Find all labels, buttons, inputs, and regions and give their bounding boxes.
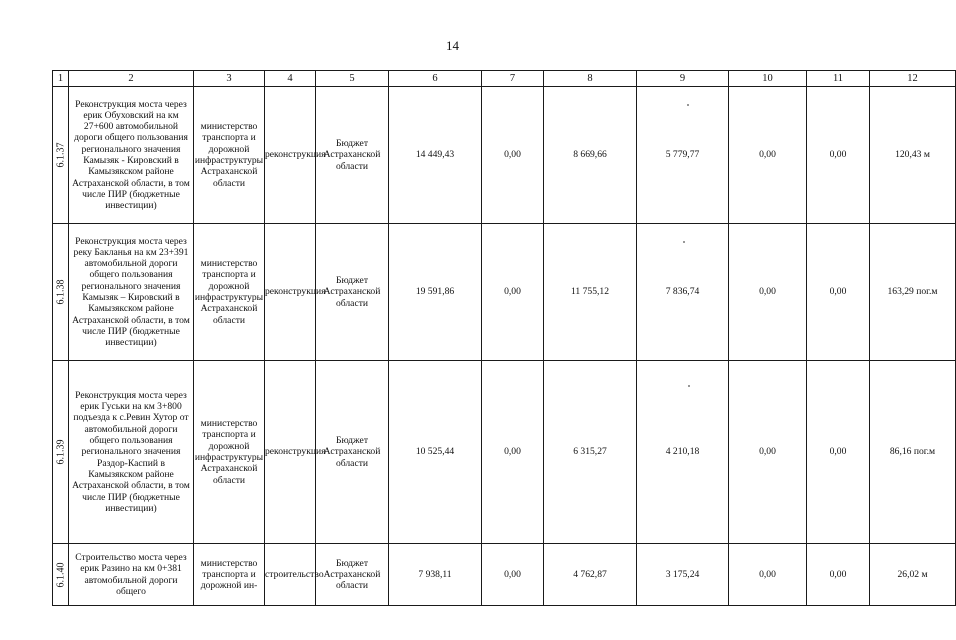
funding-source: Бюджет Астраханской области [316,87,389,224]
header-col-4: 4 [265,71,316,87]
row-number: 6.1.37 [54,142,66,168]
scan-speck [683,241,685,243]
header-col-7: 7 [482,71,544,87]
header-col-8: 8 [544,71,637,87]
col-11-value: 0,00 [807,544,870,606]
col-9-value: 5 779,77 [637,87,729,224]
header-col-11: 11 [807,71,870,87]
col-7-value: 0,00 [482,224,544,361]
col-7-value: 0,00 [482,361,544,544]
col-11-value: 0,00 [807,361,870,544]
row-number: 6.1.38 [54,279,66,305]
header-col-2: 2 [69,71,194,87]
customer: министерство транспорта и дорожной инфраструктуры Астраханской области [194,224,265,361]
work-type: строительство [265,544,316,606]
work-type: реконструкция [265,87,316,224]
table-row [53,544,956,606]
table-row [53,224,956,361]
col-9-value: 3 175,24 [637,544,729,606]
object-name: Реконструкция моста через ерик Гуськи на км 3+800 подъезда к с.Ревин Хутор от автомобильной дороги общего пользования регионального значения Раздор-Каспий в Камызякском районе Астраханской области, в том числе ПИР (бюджетные инвестиции) [69,361,194,544]
object-name: Реконструкция моста через ерик Обуховский на км 27+600 автомобильной дороги общего пользования регионального значения Камызяк - Кировский в Камызякском районе Астраханской области, в том числе ПИР (бюджетные инвестиции) [69,87,194,224]
col-10-value: 0,00 [729,87,807,224]
col-11-value: 0,00 [807,224,870,361]
scan-speck [687,104,689,106]
work-type: реконструкция [265,224,316,361]
scan-speck [688,385,690,387]
col-8-value: 6 315,27 [544,361,637,544]
header-col-5: 5 [316,71,389,87]
measure: 26,02 м [870,544,956,606]
page-number: 14 [446,38,459,53]
funding-source: Бюджет Астраханской области [316,224,389,361]
funding-source: Бюджет Астраханской области [316,361,389,544]
col-8-value: 4 762,87 [544,544,637,606]
col-10-value: 0,00 [729,361,807,544]
header-col-10: 10 [729,71,807,87]
header-col-1: 1 [53,71,69,87]
col-9-value: 7 836,74 [637,224,729,361]
row-number-cell [53,87,69,224]
col-7-value: 0,00 [482,544,544,606]
row-number: 6.1.40 [54,562,66,587]
col-6-value: 10 525,44 [389,361,482,544]
header-col-3: 3 [194,71,265,87]
row-number-cell [53,361,69,544]
header-col-9: 9 [637,71,729,87]
col-11-value: 0,00 [807,87,870,224]
customer: министерство транспорта и дорожной ин- [194,544,265,606]
row-number: 6.1.39 [54,439,66,465]
header-col-12: 12 [870,71,956,87]
header-col-6: 6 [389,71,482,87]
funding-source: Бюджет Астраханской области [316,544,389,606]
col-8-value: 8 669,66 [544,87,637,224]
row-number-cell [53,544,69,606]
col-8-value: 11 755,12 [544,224,637,361]
table-row [53,361,956,544]
measure: 163,29 пог.м [870,224,956,361]
col-6-value: 19 591,86 [389,224,482,361]
col-6-value: 7 938,11 [389,544,482,606]
object-name: Реконструкция моста через реку Бакланья на км 23+391 автомобильной дороги общего пользования регионального значения Камызяк – Кировский в Камызякском районе Астраханской области, в том числе ПИР (бюджетные инвестиции) [69,224,194,361]
object-name: Строительство моста через ерик Разино на км 0+381 автомобильной дороги общего [69,544,194,606]
customer: министерство транспорта и дорожной инфраструктуры Астраханской области [194,361,265,544]
customer: министерство транспорта и дорожной инфраструктуры Астраханской области [194,87,265,224]
col-10-value: 0,00 [729,544,807,606]
row-number-cell [53,224,69,361]
col-6-value: 14 449,43 [389,87,482,224]
header-row [53,71,956,87]
table-row [53,87,956,224]
col-10-value: 0,00 [729,224,807,361]
col-9-value: 4 210,18 [637,361,729,544]
work-type: реконструкция [265,361,316,544]
col-7-value: 0,00 [482,87,544,224]
budget-table [52,70,956,606]
measure: 120,43 м [870,87,956,224]
measure: 86,16 пог.м [870,361,956,544]
